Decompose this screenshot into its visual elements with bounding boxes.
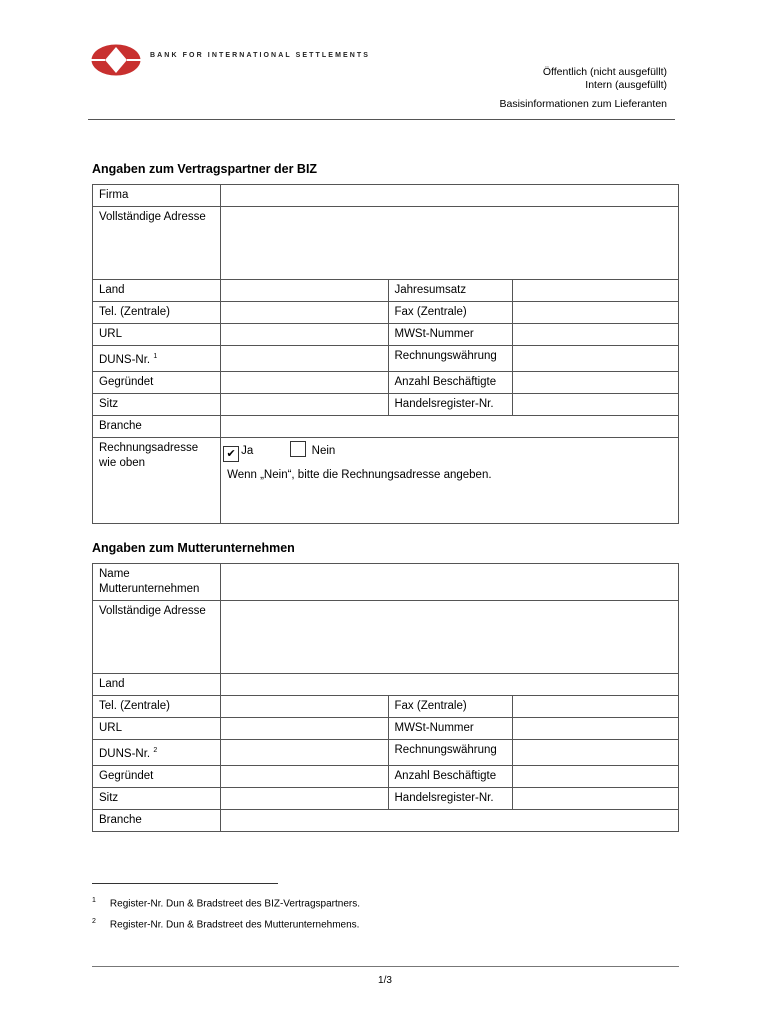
waehrung-field[interactable] (512, 346, 678, 372)
brand-name: BANK FOR INTERNATIONAL SETTLEMENTS (150, 52, 371, 59)
gegruendet-field[interactable] (221, 371, 388, 393)
label-branche: Branche (93, 415, 221, 437)
label-jahresumsatz: Jahresumsatz (388, 280, 512, 302)
footnote-2: $^2$ Register-Nr. Dun & Bradstreet des Mutterunternehmens. (92, 918, 360, 931)
branche-mutter-field[interactable] (221, 809, 679, 831)
footer-divider (92, 966, 679, 967)
label-beschaeftigte-mutter: Anzahl Beschäftigte (388, 765, 512, 787)
ja-checkbox[interactable] (223, 446, 239, 462)
label-land-mutter: Land (93, 674, 221, 696)
tel-field[interactable] (221, 302, 388, 324)
beschaeftigte-mutter-field[interactable] (512, 765, 678, 787)
label-beschaeftigte: Anzahl Beschäftigte (388, 371, 512, 393)
nein-checkbox[interactable] (290, 441, 306, 457)
label-waehrung-mutter: Rechnungswährung (388, 740, 512, 766)
nein-label: Nein (311, 444, 336, 457)
label-firma: Firma (93, 185, 221, 207)
url-mutter-field[interactable] (221, 718, 388, 740)
label-gegruendet: Gegründet (93, 371, 221, 393)
label-sitz: Sitz (93, 393, 221, 415)
jahresumsatz-field[interactable] (512, 280, 678, 302)
label-branche-mutter: Branche (93, 809, 221, 831)
label-fax-mutter: Fax (Zentrale) (388, 696, 512, 718)
label-adresse-mutter: Vollständige Adresse (93, 601, 221, 674)
footnote-divider (92, 883, 278, 884)
document-title: Basisinformationen zum Lieferanten (499, 98, 667, 110)
label-rechnungsadresse: Rechnungsadresse wie oben (93, 437, 221, 523)
bis-logo (91, 44, 141, 76)
footnote-1: $^1$ Register-Nr. Dun & Bradstreet des BIZ-Vertragspartners. (92, 897, 361, 910)
duns-field[interactable] (221, 346, 388, 372)
gegruendet-mutter-field[interactable] (221, 765, 388, 787)
label-sitz-mutter: Sitz (93, 787, 221, 809)
sitz-field[interactable] (221, 393, 388, 415)
label-handelsregister: Handelsregister-Nr. (388, 393, 512, 415)
waehrung-mutter-field[interactable] (512, 740, 678, 766)
branche-field[interactable] (221, 415, 679, 437)
label-tel-mutter: Tel. (Zentrale) (93, 696, 221, 718)
label-mwst: MWSt-Nummer (388, 324, 512, 346)
mwst-field[interactable] (512, 324, 678, 346)
tel-mutter-field[interactable] (221, 696, 388, 718)
handelsregister-mutter-field[interactable] (512, 787, 678, 809)
label-name-mutter: Name Mutterunternehmen (93, 564, 221, 601)
land-field[interactable] (221, 280, 388, 302)
label-duns-mutter: DUNS-Nr. $^2$ (93, 740, 221, 766)
label-gegruendet-mutter: Gegründet (93, 765, 221, 787)
section1-title: Angaben zum Vertragspartner der BIZ (92, 162, 318, 176)
fax-field[interactable] (512, 302, 678, 324)
checkmark-icon: ✔ (226, 447, 236, 460)
adresse-field[interactable] (221, 207, 679, 280)
label-mwst-mutter: MWSt-Nummer (388, 718, 512, 740)
label-land: Land (93, 280, 221, 302)
footnote-ref-2: 2 (153, 747, 158, 754)
name-mutter-field[interactable] (221, 564, 679, 601)
duns-mutter-field[interactable] (221, 740, 388, 766)
firma-field[interactable] (221, 185, 679, 207)
beschaeftigte-field[interactable] (512, 371, 678, 393)
sitz-mutter-field[interactable] (221, 787, 388, 809)
classification-internal: Intern (ausgefüllt) (585, 79, 667, 91)
mwst-mutter-field[interactable] (512, 718, 678, 740)
adresse-mutter-field[interactable] (221, 601, 679, 674)
land-mutter-field[interactable] (221, 674, 679, 696)
label-adresse: Vollständige Adresse (93, 207, 221, 280)
rechnungsadresse-field (221, 437, 679, 523)
label-waehrung: Rechnungswährung (388, 346, 512, 372)
section2-title: Angaben zum Mutterunternehmen (92, 541, 295, 555)
rechnungsadresse-hint: Wenn „Nein“, bitte die Rechnungsadresse angeben. (227, 468, 492, 481)
header-divider (88, 119, 675, 120)
label-duns: DUNS-Nr. $^1$ (93, 346, 221, 372)
label-url: URL (93, 324, 221, 346)
fax-mutter-field[interactable] (512, 696, 678, 718)
page-number: 1/3 (378, 975, 392, 986)
label-handelsregister-mutter: Handelsregister-Nr. (388, 787, 512, 809)
handelsregister-field[interactable] (512, 393, 678, 415)
label-tel: Tel. (Zentrale) (93, 302, 221, 324)
footnote-ref-1: 1 (153, 353, 158, 360)
label-url-mutter: URL (93, 718, 221, 740)
classification-public: Öffentlich (nicht ausgefüllt) (542, 66, 667, 78)
url-field[interactable] (221, 324, 388, 346)
contract-partner-table (92, 184, 679, 524)
parent-company-table (92, 563, 679, 832)
label-fax: Fax (Zentrale) (388, 302, 512, 324)
ja-label: Ja (241, 444, 254, 457)
